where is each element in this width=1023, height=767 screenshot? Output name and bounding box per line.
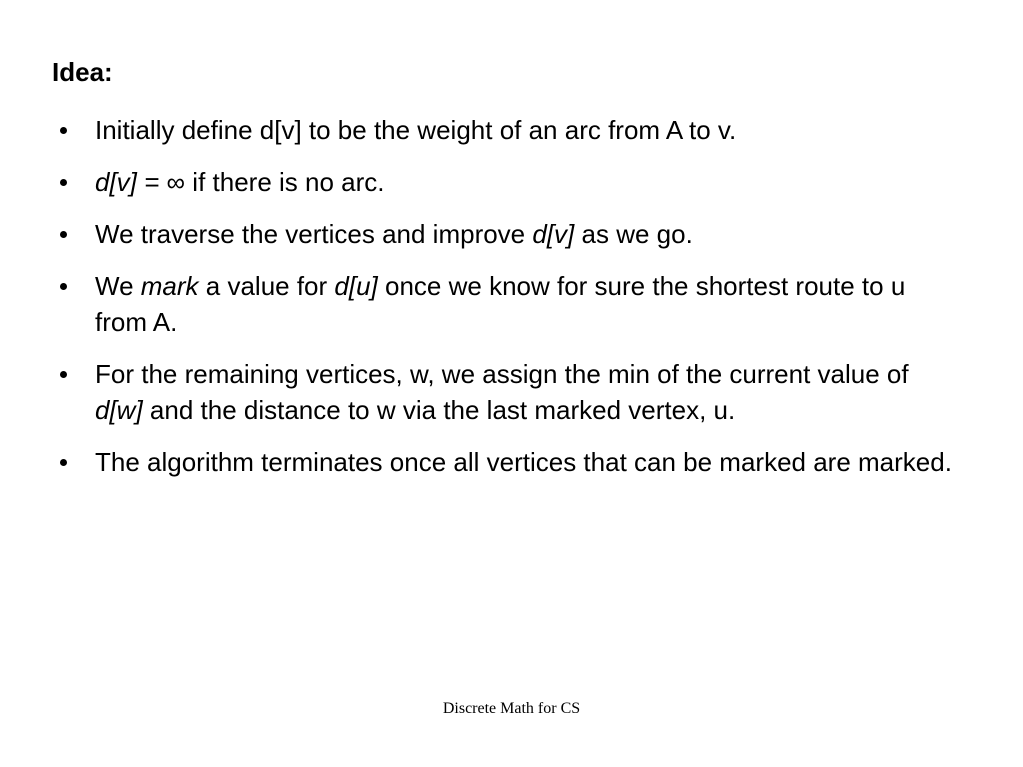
- bullet-text: [95, 167, 385, 197]
- bullet-text-segment: ∞ if there is no arc.: [166, 167, 385, 197]
- bullet-text-segment: and the distance to w via the last marked vertex, u.: [142, 395, 736, 425]
- bullet-item: [58, 444, 958, 480]
- bullet-text: [95, 219, 693, 249]
- bullet-dot-icon: [60, 371, 67, 378]
- bullet-text-segment: The algorithm terminates once all vertices that can be marked are marked.: [95, 447, 952, 477]
- bullet-dot-icon: [60, 231, 67, 238]
- bullet-item: [58, 268, 958, 340]
- bullet-text-segment: as we go.: [574, 219, 693, 249]
- bullet-text: [95, 115, 736, 145]
- bullet-text-segment-italic: mark: [140, 271, 199, 301]
- slide-title: Idea:: [52, 57, 113, 87]
- bullet-text-segment: We traverse the vertices and improve: [95, 219, 533, 249]
- bullet-text-segment: a value for: [198, 271, 335, 301]
- bullet-text-segment: We: [95, 271, 141, 301]
- bullet-dot-icon: [60, 283, 67, 290]
- bullet-text-segment-italic: d[u]: [334, 271, 378, 301]
- slide-footer: Discrete Math for CS: [442, 700, 581, 717]
- bullet-text-segment: once we know for sure the shortest route to u from A.: [95, 271, 906, 337]
- bullet-text-segment-italic: d[w]: [95, 395, 143, 425]
- bullet-dot-icon: [60, 459, 67, 466]
- bullet-text: [95, 359, 909, 425]
- bullet-list: [58, 112, 958, 496]
- bullet-text-segment-italic: d[v]: [532, 219, 575, 249]
- bullet-item: [58, 112, 958, 148]
- bullet-text-segment-italic: d[v] =: [95, 167, 167, 197]
- bullet-text-segment: Initially define d[v] to be the weight of an arc from A to v.: [95, 115, 737, 145]
- bullet-dot-icon: [60, 179, 67, 186]
- bullet-dot-icon: [60, 127, 67, 134]
- bullet-text-segment: For the remaining vertices, w, we assign the min of the current value of: [95, 359, 909, 389]
- bullet-item: [58, 164, 958, 200]
- bullet-item: [58, 216, 958, 252]
- bullet-text: [95, 271, 905, 337]
- bullet-item: [58, 356, 958, 428]
- bullet-text: [95, 447, 952, 477]
